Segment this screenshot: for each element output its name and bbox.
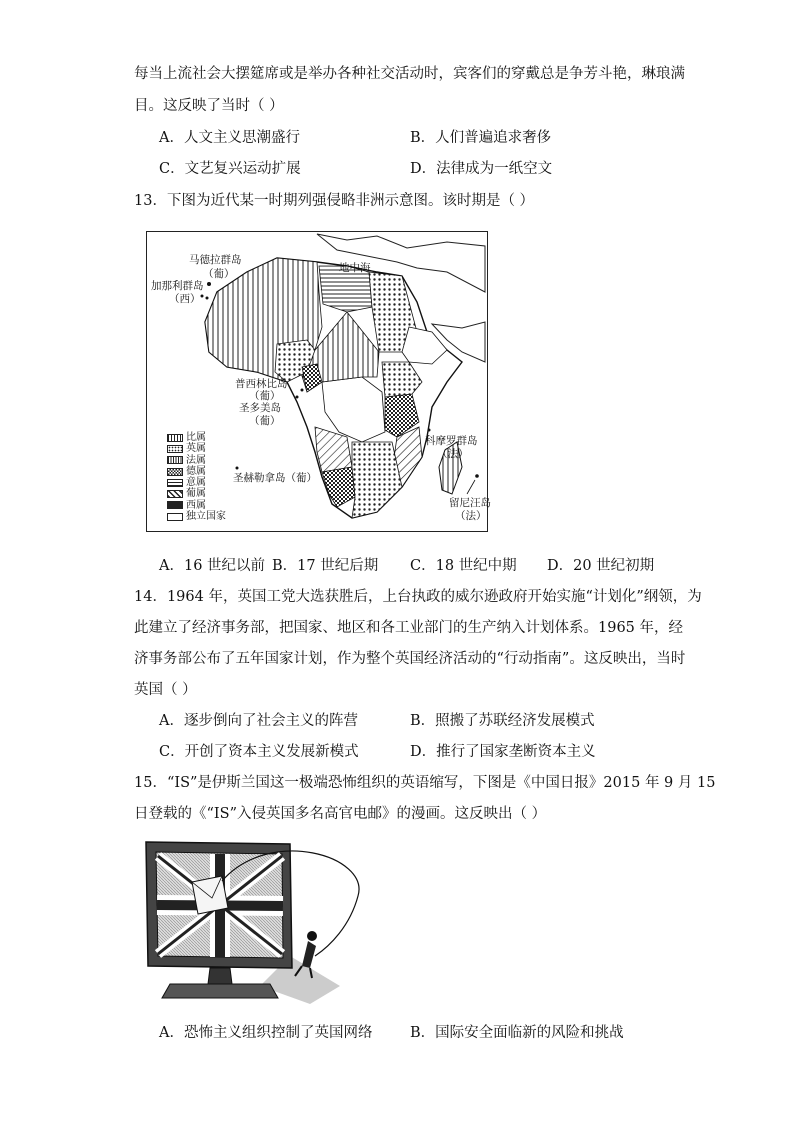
legend-label: 比属 bbox=[186, 432, 206, 443]
label-comoros: 科摩罗群岛 bbox=[425, 435, 478, 447]
legend-swatch bbox=[167, 434, 183, 442]
legend-independent bbox=[167, 511, 226, 522]
africa-colonial-map bbox=[146, 231, 491, 532]
label-saotome-owner: （葡） bbox=[249, 415, 281, 427]
legend-swatch bbox=[167, 456, 183, 464]
legend-label: 意属 bbox=[186, 477, 206, 489]
q13-option-d[interactable]: D．20 世纪初期 bbox=[547, 558, 655, 574]
legend-spanish bbox=[167, 500, 226, 511]
legend-swatch bbox=[167, 501, 183, 509]
q12-option-c[interactable]: C．文艺复兴运动扩展 bbox=[159, 161, 301, 177]
label-madeira: 马德拉群岛 bbox=[189, 254, 242, 266]
q13-option-a[interactable]: A．16 世纪以前 bbox=[159, 558, 266, 574]
q12-stem-line1: 每当上流社会大摆筵席或是举办各种社交活动时，宾客们的穿戴总是争芳斗艳，琳琅满 bbox=[134, 66, 685, 82]
legend-swatch bbox=[167, 445, 183, 453]
q14-option-c[interactable]: C．开创了资本主义发展新模式 bbox=[159, 744, 359, 760]
q15-option-b[interactable]: B．国际安全面临新的风险和挑战 bbox=[410, 1025, 624, 1041]
q14-option-d[interactable]: D．推行了国家垄断资本主义 bbox=[410, 744, 596, 760]
q13-option-c[interactable]: C．18 世纪中期 bbox=[410, 558, 517, 574]
label-saotome: 圣多美岛 bbox=[239, 402, 281, 414]
q14-option-b[interactable]: B．照搬了苏联经济发展模式 bbox=[410, 713, 595, 729]
label-sthelena: 圣赫勒拿岛（葡） bbox=[233, 472, 317, 484]
label-reunion-owner: （法） bbox=[455, 510, 487, 522]
legend-label: 英属 bbox=[186, 443, 206, 455]
q14-stem-line2: 此建立了经济事务部，把国家、地区和各工业部门的生产纳入计划体系。1965 年，经 bbox=[134, 620, 684, 636]
q14-option-a[interactable]: A．逐步倒向了社会主义的阵营 bbox=[159, 713, 358, 729]
label-mediterranean: 地中海 bbox=[339, 262, 371, 274]
label-canary: 加那利群岛 bbox=[151, 280, 204, 292]
q15-stem-line1: 15．“IS”是伊斯兰国这一极端恐怖组织的英语缩写，下图是《中国日报》2015 年 9 月 15 bbox=[134, 775, 716, 791]
legend-swatch bbox=[167, 468, 183, 476]
q13-option-b[interactable]: B．17 世纪后期 bbox=[272, 558, 379, 574]
q12-stem-line2: 目。这反映了当时（ ） bbox=[134, 98, 284, 114]
cartoon-monitor-image bbox=[140, 836, 365, 1012]
q12-option-a[interactable]: A．人文主义思潮盛行 bbox=[159, 130, 300, 146]
legend-italian bbox=[167, 477, 226, 488]
label-reunion: 留尼汪岛 bbox=[449, 497, 491, 509]
label-principe-owner: （葡） bbox=[249, 390, 281, 402]
legend-label: 独立国家 bbox=[186, 511, 226, 523]
label-principe: 普西林比岛 bbox=[235, 378, 288, 390]
legend-label: 德属 bbox=[186, 465, 206, 477]
legend-label: 葡属 bbox=[186, 488, 206, 500]
legend-portuguese bbox=[167, 488, 226, 499]
q14-stem-line1: 14．1964 年，英国工党大选获胜后，上台执政的威尔逊政府开始实施“计划化”纲领，为 bbox=[134, 589, 702, 605]
legend-german bbox=[167, 466, 226, 477]
legend-french bbox=[167, 455, 226, 466]
label-comoros-owner: （法） bbox=[437, 448, 469, 460]
legend-belgian bbox=[167, 432, 226, 443]
label-madeira-owner: （葡） bbox=[203, 268, 235, 280]
legend-label: 法属 bbox=[186, 454, 206, 466]
label-canary-owner: （西） bbox=[169, 293, 201, 305]
q15-stem-line2: 日登载的《“IS”入侵英国多名高官电邮》的漫画。这反映出（ ） bbox=[134, 806, 547, 822]
q13-stem: 13．下图为近代某一时期列强侵略非洲示意图。该时期是（ ） bbox=[134, 193, 535, 209]
q14-stem-line3: 济事务部公布了五年国家计划，作为整个英国经济活动的“行动指南”。这反映出，当时 bbox=[134, 651, 686, 667]
legend-british bbox=[167, 443, 226, 454]
q14-stem-line4: 英国（ ） bbox=[134, 682, 197, 698]
legend-swatch bbox=[167, 513, 183, 521]
legend-label: 西属 bbox=[186, 499, 206, 511]
legend-swatch bbox=[167, 490, 183, 498]
cartoon-drawing bbox=[140, 836, 365, 1012]
q12-option-d[interactable]: D．法律成为一纸空文 bbox=[410, 161, 553, 177]
legend-swatch bbox=[167, 479, 183, 487]
q12-option-b[interactable]: B．人们普遍追求奢侈 bbox=[410, 130, 552, 146]
q15-option-a[interactable]: A．恐怖主义组织控制了英国网络 bbox=[159, 1025, 373, 1041]
map-legend bbox=[167, 432, 226, 522]
